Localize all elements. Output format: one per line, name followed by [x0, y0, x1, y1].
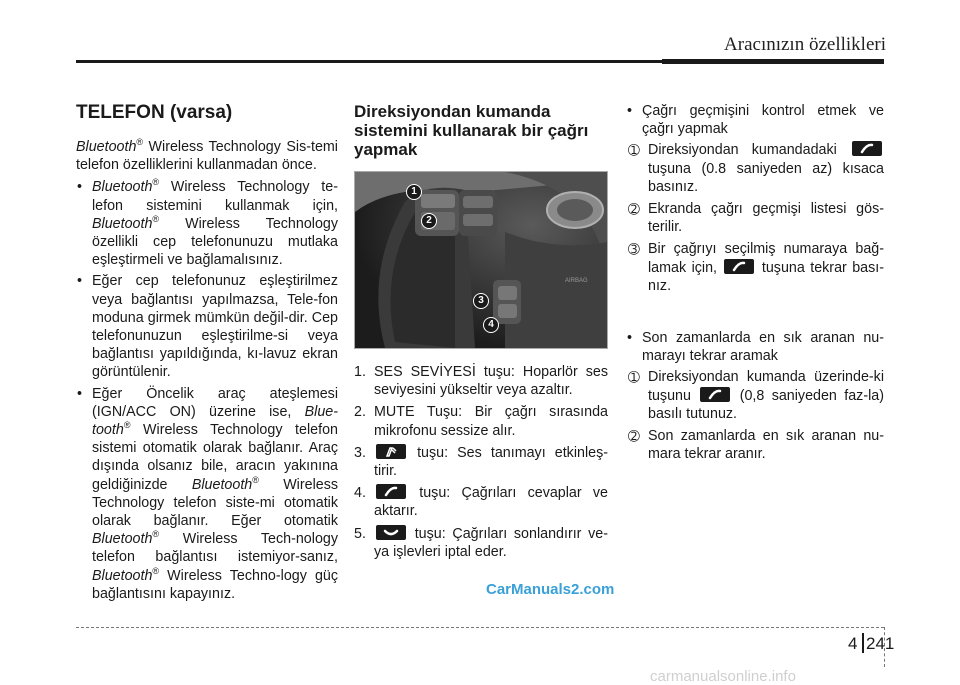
svg-text:AIRBAG: AIRBAG: [565, 278, 588, 284]
callout-2: 2: [421, 213, 437, 229]
chapter-number: 4: [848, 634, 858, 653]
phone-call-icon: [700, 387, 730, 402]
callout-1: 1: [406, 184, 422, 200]
footer-rule: [76, 627, 884, 628]
intro-paragraph: Bluetooth® Wireless Technology Sis-temi telefon özelliklerini kullanmadan önce.: [76, 137, 338, 174]
bullet-redial: • Son zamanlarda en sık aranan nu-marayı tekrar aramak: [627, 330, 884, 365]
bullet-pairing: • Bluetooth® Wireless Technology te-lefon sistemini kullanmak için, Bluetooth® Wireless Technology özellikli cep telefonunuzu mutlaka eşleştirmeli ve bağlamalısınız.: [77, 177, 338, 269]
phone-call-icon: [852, 141, 882, 156]
list-item-volume: 1. SES SEVİYESİ tuşu: Hoparlör ses seviyesini yükseltir veya azaltır.: [354, 364, 608, 399]
watermark: CarManuals2.com: [486, 581, 615, 598]
section-heading-telefon: TELEFON (varsa): [76, 102, 233, 123]
page-number: 241: [866, 634, 895, 653]
column-steering-controls: [354, 102, 608, 565]
list-item-end-call: 5. tuşu: Çağrıları sonlandırır ve-ya işlevleri iptal eder.: [354, 525, 608, 560]
phone-call-icon: [724, 259, 754, 274]
bullet-not-paired: • Eğer cep telefonunuz eşleştirilmez veya bağlantısı yapılmazsa, Tele-fon moduna girmek mümkün değil-dir. Cep telefonunuzun eşleştirilme-si veya bağlantısı yapıldığında, kı-lavuz ekran görüntülenir.: [77, 273, 338, 381]
step-redial-2: ➁ Son zamanlarda en sık aranan nu-mara tekrar aranır.: [628, 428, 884, 463]
header-rule: [76, 60, 884, 63]
end-call-icon: [376, 525, 406, 540]
list-item-mute: 2. MUTE Tuşu: Bir çağrı sırasında mikrofonu sessize alır.: [354, 404, 608, 439]
step-redial-1: ➀ Direksiyondan kumanda üzerinde-ki tuşunu (0,8 saniyeden faz-la) basılı tutunuz.: [628, 369, 884, 422]
bottom-watermark: carmanualsonline.info: [650, 668, 796, 685]
list-item-voice: 3. tuşu: Ses tanımayı etkinleş-tirir.: [354, 444, 608, 480]
steering-wheel-photo: [354, 171, 608, 349]
callout-3: 3: [473, 293, 489, 309]
step-history-2: ➁ Ekranda çağrı geçmişi listesi gös-terilir.: [628, 201, 884, 236]
bullet-call-history: • Çağrı geçmişini kontrol etmek ve çağrı yapmak: [627, 103, 884, 138]
column-telefon: [76, 102, 338, 606]
callout-4: 4: [483, 317, 499, 333]
bullet-auto-connect: • Eğer Öncelik araç ateşlemesi (IGN/ACC ON) üzerine ise, Blue-tooth® Wireless Technology telefon sistemi otomatik olarak bağlanır. Araç dışında olsanız bile, aracın yakınına geldiğinizde Bluetooth® Wireless Technology telefon siste-mi otomatik olarak bağlanır. Eğer otomatik Bluetooth® Wireless Tech-nology telefon bağlantısı istemiyor-sanız, Bluetooth® Wireless Techno-logy güç bağlantısını kapayınız.: [77, 385, 338, 602]
step-history-1: ➀ Direksiyondan kumandadaki tuşuna (0.8 saniyeden az) kısaca basınız.: [628, 142, 884, 195]
header-title: Aracınızın özellikleri: [724, 34, 886, 55]
voice-recognition-icon: [376, 444, 406, 459]
section-heading-steering: Direksiyondan kumanda sistemini kullanarak bir çağrı yapmak: [354, 102, 589, 159]
list-item-call: 4. tuşu: Çağrıları cevaplar ve aktarır.: [354, 485, 608, 520]
step-history-3: ➂ Bir çağrıyı seçilmiş numaraya bağ-lamak için, tuşuna tekrar bası-nız.: [628, 241, 884, 294]
column-call-history: [626, 102, 884, 467]
phone-call-icon: [376, 484, 406, 499]
page-separator: [862, 633, 864, 653]
